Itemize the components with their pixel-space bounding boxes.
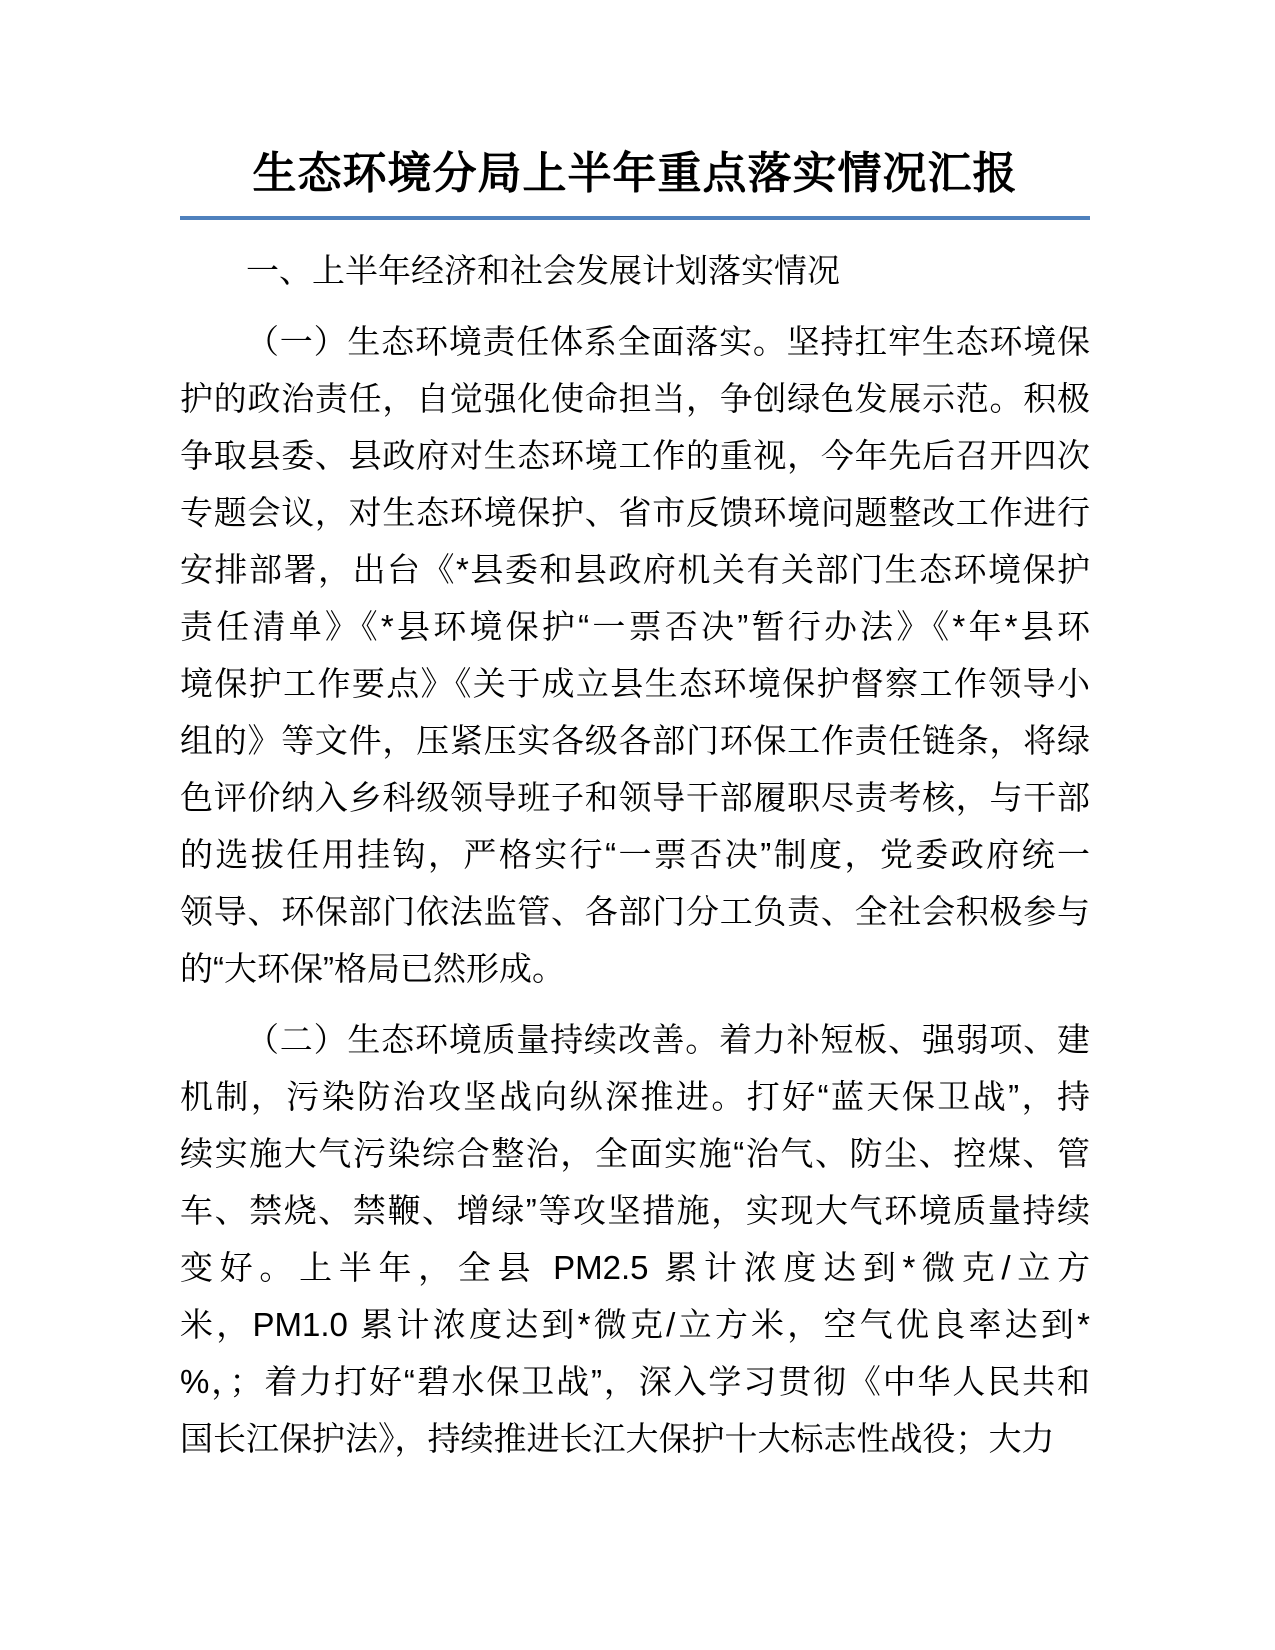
paragraph-line: 的选拔任用挂钩，严格实行“一票否决”制度，党委政府统一 (180, 836, 1090, 873)
paragraph-line: %，；着力打好“碧水保卫战”，深入学习贯彻《中华人民共和 (180, 1363, 1090, 1400)
section-heading: 一、上半年经济和社会发展计划落实情况 (246, 252, 840, 289)
paragraph-line: 境保护工作要点》《关于成立县生态环境保护督察工作领导小 (180, 665, 1090, 702)
paragraph-line: 组的》等文件，压紧压实各级各部门环保工作责任链条，将绿 (180, 722, 1090, 759)
paragraph-line: 国长江保护法》，持续推进长江大保护十大标志性战役；大力 (180, 1420, 1055, 1457)
paragraph-line: 米，PM1.0 累计浓度达到*微克/立方米，空气优良率达到* (180, 1306, 1090, 1343)
paragraph-line: 色评价纳入乡科级领导班子和领导干部履职尽责考核，与干部 (180, 779, 1090, 816)
paragraph-line: 的“大环保”格局已然形成。 (180, 950, 565, 987)
paragraph-line: （一）生态环境责任体系全面落实。坚持扛牢生态环境保 (246, 323, 1090, 360)
paragraph-line: 争取县委、县政府对生态环境工作的重视，今年先后召开四次 (180, 437, 1090, 474)
paragraph-line: 机制，污染防治攻坚战向纵深推进。打好“蓝天保卫战”，持 (180, 1078, 1090, 1115)
paragraph-line: 责任清单》《*县环境保护“一票否决”暂行办法》《*年*县环 (180, 608, 1090, 645)
paragraph-line: （二）生态环境质量持续改善。着力补短板、强弱项、建 (246, 1021, 1090, 1058)
paragraph-line: 领导、环保部门依法监管、各部门分工负责、全社会积极参与 (180, 893, 1090, 930)
paragraph (180, 313, 1090, 997)
paragraph (180, 1011, 1090, 1467)
paragraph-line: 变好。上半年，全县 PM2.5 累计浓度达到*微克/立方 (180, 1249, 1090, 1286)
paragraph-line: 专题会议，对生态环境保护、省市反馈环境问题整改工作进行 (180, 494, 1090, 531)
paragraph-line: 安排部署，出台《*县委和县政府机关有关部门生态环境保护 (180, 551, 1090, 588)
document-title: 生态环境分局上半年重点落实情况汇报 (252, 149, 1018, 198)
paragraph-line: 护的政治责任，自觉强化使命担当，争创绿色发展示范。积极 (180, 380, 1090, 417)
document-body (180, 313, 1090, 1467)
title-underline-rule (180, 216, 1090, 220)
paragraph-line: 车、禁烧、禁鞭、增绿”等攻坚措施，实现大气环境质量持续 (180, 1192, 1090, 1229)
paragraph-line: 续实施大气污染综合整治，全面实施“治气、防尘、控煤、管 (180, 1135, 1090, 1172)
